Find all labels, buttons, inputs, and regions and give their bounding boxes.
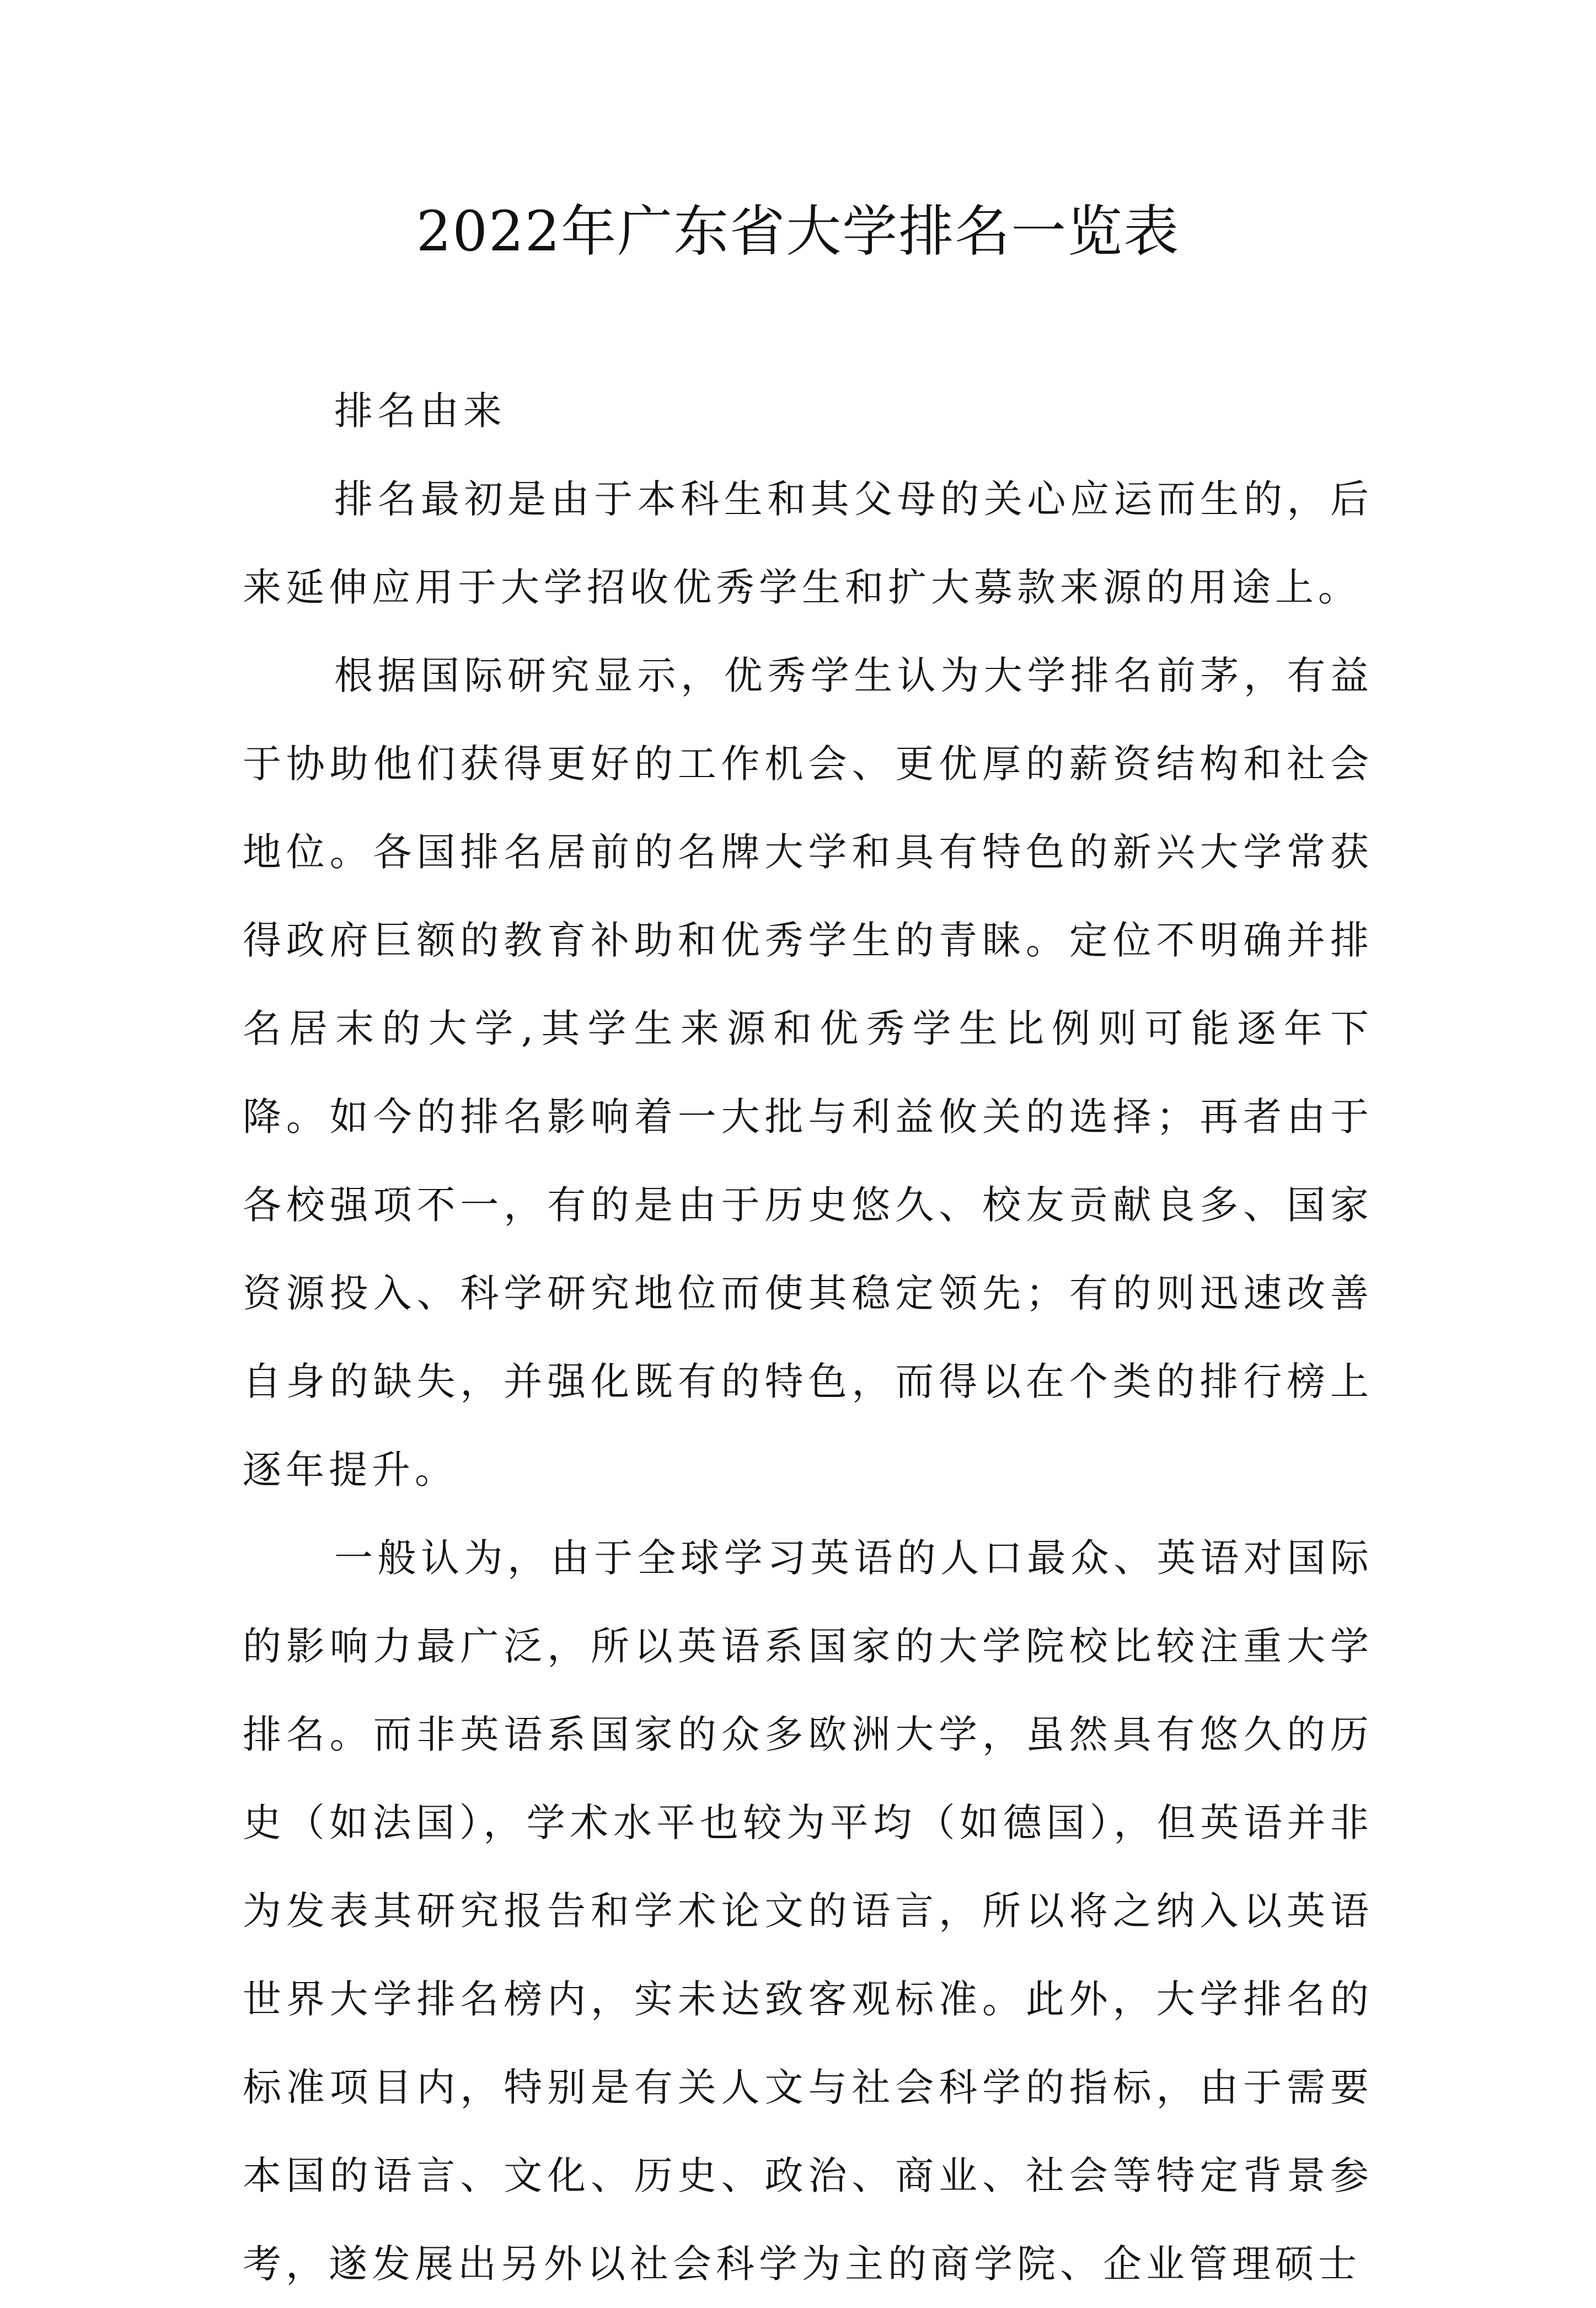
paragraph-1: 排名最初是由于本科生和其父母的关心应运而生的，后来延伸应用于大学招收优秀学生和扩大募款来源的用途上。 (243, 476, 1373, 610)
document-title: 2022年广东省大学排名一览表 (416, 199, 1180, 264)
paragraph-2: 根据国际研究显示，优秀学生认为大学排名前茅，有益于协助他们获得更好的工作机会、更优厚的薪资结构和社会地位。各国排名居前的名牌大学和具有特色的新兴大学常获得政府巨额的教育补助和优秀学生的青睐。定位不明确并排名居末的大学,其学生来源和优秀学生比例则可能逐年下降。如今的排名影响着一大批与利益攸关的选择；再者由于各校强项不一，有的是由于历史悠久、校友贡献良多、国家资源投入、科学研究地位而使其稳定领先；有的则迅速改善自身的缺失，并强化既有的特色，而得以在个类的排行榜上逐年提升。 (243, 653, 1373, 1492)
document-body (243, 367, 1373, 2308)
paragraph-3: 一般认为，由于全球学习英语的人口最众、英语对国际的影响力最广泛，所以英语系国家的大学院校比较注重大学排名。而非英语系国家的众多欧洲大学，虽然具有悠久的历史（如法国），学术水平也较为平均（如德国），但英语并非为发表其研究报告和学术论文的语言，所以将之纳入以英语世界大学排名榜内，实未达致客观标准。此外，大学排名的标准项目内，特别是有关人文与社会科学的指标，由于需要本国的语言、文化、历史、政治、商业、社会等特定背景参考，遂发展出另外以社会科学为主的商学院、企业管理硕士 (243, 1535, 1373, 2286)
section-heading: 排名由来 (334, 388, 506, 433)
